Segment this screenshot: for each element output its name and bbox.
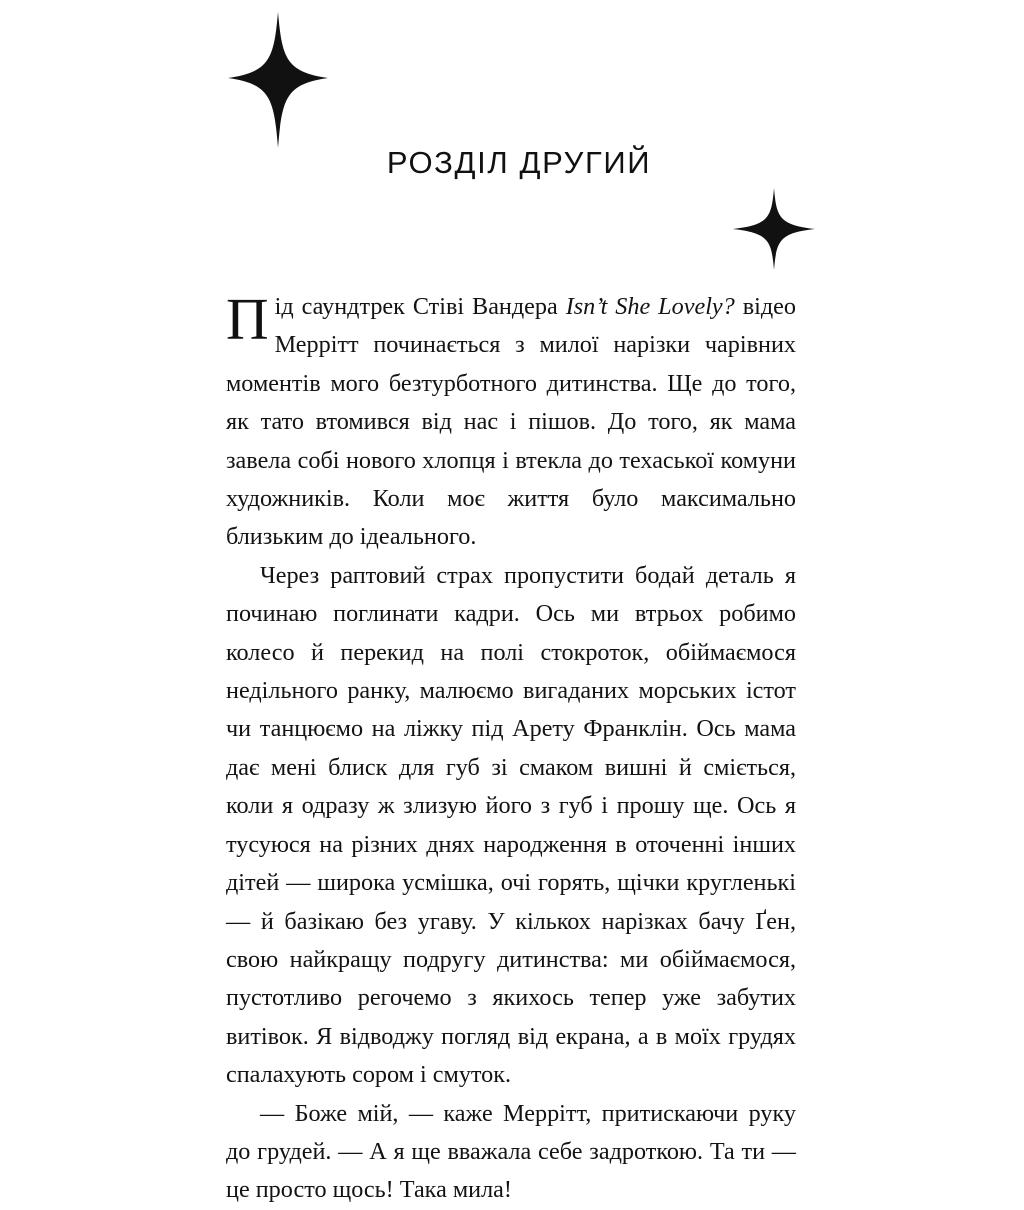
song-title: Isn’t She Lovely? xyxy=(565,293,735,320)
drop-cap: П xyxy=(226,286,269,352)
paragraph-1-rest: відео Меррітт починається з милої нарізки чарівних моментів мого безтурботного дитинства. Ще до того, як тато втомився від нас і пішов. До того, як мама завела собі нового хлопця і втекла до техаської комуни художників. Коли моє життя було максимально близьким до ідеального. xyxy=(226,293,796,551)
paragraph-1-lead: ід саундтрек Стіві Вандера xyxy=(274,293,566,320)
paragraph-2: Через раптовий страх пропустити бодай деталь я починаю поглинати кадри. Ось ми втрьох робимо колесо й перекид на полі стокроток, обіймаємося недільного ранку, малюємо вигаданих морських істот чи танцюємо на ліжку під Арету Франклін. Ось мама дає мені блиск для губ зі смаком вишні й сміється, коли я одразу ж злизую його з губ і прошу ще. Ось я тусуюся на різних днях народження в оточенні інших дітей — широка усмішка, очі горять, щічки кругленькі — й базікаю без угаву. У кількох нарізках бачу Ґен, свою найкращу подругу дитинства: ми обіймаємося, пустотливо регочемо з якихось тепер уже забутих витівок. Я відводжу погляд від екрана, а в моїх грудях спалахують сором і смуток. xyxy=(226,561,796,1089)
page-title: РОЗДІЛ ДРУГИЙ xyxy=(386,144,652,180)
sparkle-small-icon xyxy=(730,185,818,273)
paragraph-1 xyxy=(226,288,796,557)
sparkle-large-icon xyxy=(208,10,348,150)
paragraph-3: — Боже мій, — каже Меррітт, притискаючи руку до грудей. — А я ще вважала себе задроткою. Та ти — це просто щось! Така мила! xyxy=(226,1099,796,1204)
body-text xyxy=(226,288,796,1210)
